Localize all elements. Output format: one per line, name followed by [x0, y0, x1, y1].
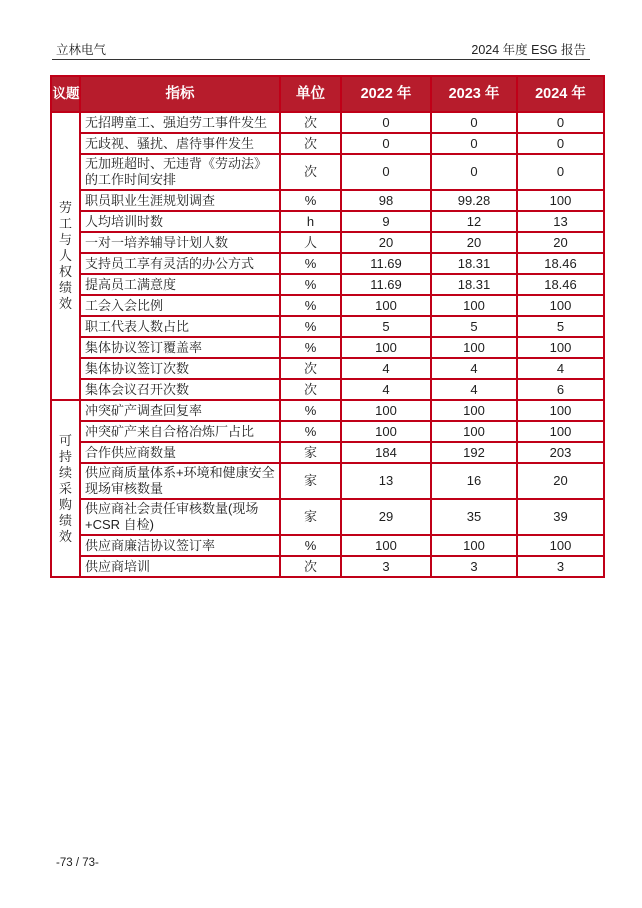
topic-label: 劳工与人权绩效 [58, 200, 72, 311]
indicator-cell: 人均培训时数 [80, 211, 280, 232]
header-unit: 单位 [280, 76, 341, 112]
table-row [51, 499, 604, 535]
value-2022-cell: 9 [341, 211, 431, 232]
header-indicator: 指标 [80, 76, 280, 112]
value-2023-cell: 0 [431, 133, 517, 154]
table-row [51, 379, 604, 400]
unit-cell: % [280, 253, 341, 274]
unit-cell: 人 [280, 232, 341, 253]
unit-cell: h [280, 211, 341, 232]
header-divider [52, 59, 590, 60]
unit-cell: 家 [280, 499, 341, 535]
indicator-cell: 供应商培训 [80, 556, 280, 577]
value-2024-cell: 100 [517, 421, 604, 442]
unit-cell: % [280, 316, 341, 337]
value-2024-cell: 100 [517, 535, 604, 556]
value-2024-cell: 4 [517, 358, 604, 379]
value-2024-cell: 5 [517, 316, 604, 337]
value-2022-cell: 100 [341, 400, 431, 421]
indicator-cell: 支持员工享有灵活的办公方式 [80, 253, 280, 274]
value-2023-cell: 99.28 [431, 190, 517, 211]
topic-label: 可持续采购绩效 [58, 432, 72, 544]
header-2024: 2024 年 [517, 76, 604, 112]
value-2023-cell: 100 [431, 295, 517, 316]
header-2022: 2022 年 [341, 76, 431, 112]
indicator-cell: 无歧视、骚扰、虐待事件发生 [80, 133, 280, 154]
value-2023-cell: 4 [431, 358, 517, 379]
table-row [51, 535, 604, 556]
table-row [51, 400, 604, 421]
indicator-cell: 提高员工满意度 [80, 274, 280, 295]
header-topic-label: 议题 [52, 86, 80, 101]
value-2022-cell: 0 [341, 133, 431, 154]
value-2022-cell: 98 [341, 190, 431, 211]
value-2023-cell: 100 [431, 337, 517, 358]
table-row [51, 274, 604, 295]
unit-cell: % [280, 421, 341, 442]
indicator-cell: 无招聘童工、强迫劳工事件发生 [80, 112, 280, 133]
value-2022-cell: 20 [341, 232, 431, 253]
table-row [51, 133, 604, 154]
unit-cell: % [280, 190, 341, 211]
table-row [51, 190, 604, 211]
value-2024-cell: 0 [517, 133, 604, 154]
value-2024-cell: 0 [517, 112, 604, 133]
table-row [51, 211, 604, 232]
topic-cell [51, 400, 80, 577]
unit-cell: 家 [280, 463, 341, 499]
value-2022-cell: 184 [341, 442, 431, 463]
value-2024-cell: 20 [517, 463, 604, 499]
value-2022-cell: 100 [341, 535, 431, 556]
value-2022-cell: 29 [341, 499, 431, 535]
value-2022-cell: 11.69 [341, 253, 431, 274]
value-2022-cell: 100 [341, 337, 431, 358]
indicator-cell: 供应商社会责任审核数量(现场+CSR 自检) [80, 499, 280, 535]
unit-cell: 次 [280, 133, 341, 154]
unit-cell: 次 [280, 112, 341, 133]
value-2022-cell: 0 [341, 112, 431, 133]
table-row [51, 421, 604, 442]
unit-cell: % [280, 400, 341, 421]
indicator-cell: 工会入会比例 [80, 295, 280, 316]
value-2023-cell: 100 [431, 400, 517, 421]
value-2023-cell: 192 [431, 442, 517, 463]
indicator-cell: 供应商质量体系+环境和健康安全现场审核数量 [80, 463, 280, 499]
value-2023-cell: 35 [431, 499, 517, 535]
unit-cell: % [280, 295, 341, 316]
value-2022-cell: 3 [341, 556, 431, 577]
indicator-cell: 集体协议签订覆盖率 [80, 337, 280, 358]
unit-cell: 次 [280, 358, 341, 379]
unit-cell: 次 [280, 154, 341, 190]
unit-cell: % [280, 337, 341, 358]
indicator-cell: 职工代表人数占比 [80, 316, 280, 337]
indicator-cell: 合作供应商数量 [80, 442, 280, 463]
indicator-cell: 冲突矿产调查回复率 [80, 400, 280, 421]
table-header-row [51, 76, 604, 112]
esg-performance-table [50, 75, 605, 578]
header-2023: 2023 年 [431, 76, 517, 112]
value-2024-cell: 100 [517, 400, 604, 421]
unit-cell: % [280, 535, 341, 556]
value-2024-cell: 100 [517, 295, 604, 316]
value-2023-cell: 5 [431, 316, 517, 337]
value-2024-cell: 18.46 [517, 253, 604, 274]
topic-cell [51, 112, 80, 400]
value-2024-cell: 100 [517, 190, 604, 211]
indicator-cell: 职员职业生涯规划调查 [80, 190, 280, 211]
unit-cell: % [280, 274, 341, 295]
value-2022-cell: 100 [341, 295, 431, 316]
value-2023-cell: 12 [431, 211, 517, 232]
value-2024-cell: 39 [517, 499, 604, 535]
value-2023-cell: 100 [431, 535, 517, 556]
indicator-cell: 供应商廉洁协议签订率 [80, 535, 280, 556]
value-2023-cell: 100 [431, 421, 517, 442]
value-2022-cell: 0 [341, 154, 431, 190]
table-row [51, 358, 604, 379]
value-2023-cell: 0 [431, 154, 517, 190]
value-2022-cell: 4 [341, 379, 431, 400]
header-topic [51, 76, 80, 112]
indicator-cell: 集体会议召开次数 [80, 379, 280, 400]
value-2024-cell: 18.46 [517, 274, 604, 295]
table-row [51, 316, 604, 337]
indicator-cell: 集体协议签订次数 [80, 358, 280, 379]
table-row [51, 253, 604, 274]
unit-cell: 家 [280, 442, 341, 463]
value-2023-cell: 18.31 [431, 274, 517, 295]
unit-cell: 次 [280, 556, 341, 577]
report-title: 2024 年度 ESG 报告 [471, 43, 586, 57]
table-row [51, 232, 604, 253]
table-row [51, 337, 604, 358]
table-row [51, 463, 604, 499]
value-2022-cell: 11.69 [341, 274, 431, 295]
value-2024-cell: 0 [517, 154, 604, 190]
unit-cell: 次 [280, 379, 341, 400]
table-row [51, 556, 604, 577]
value-2022-cell: 4 [341, 358, 431, 379]
indicator-cell: 冲突矿产来自合格冶炼厂占比 [80, 421, 280, 442]
value-2022-cell: 5 [341, 316, 431, 337]
page-number: -73 / 73- [56, 857, 99, 869]
table-row [51, 442, 604, 463]
table-row [51, 154, 604, 190]
table-row [51, 112, 604, 133]
value-2024-cell: 100 [517, 337, 604, 358]
indicator-cell: 一对一培养辅导计划人数 [80, 232, 280, 253]
value-2023-cell: 4 [431, 379, 517, 400]
value-2023-cell: 0 [431, 112, 517, 133]
value-2024-cell: 20 [517, 232, 604, 253]
value-2024-cell: 13 [517, 211, 604, 232]
value-2024-cell: 203 [517, 442, 604, 463]
value-2024-cell: 3 [517, 556, 604, 577]
value-2022-cell: 100 [341, 421, 431, 442]
value-2023-cell: 20 [431, 232, 517, 253]
value-2024-cell: 6 [517, 379, 604, 400]
value-2023-cell: 18.31 [431, 253, 517, 274]
table-row [51, 295, 604, 316]
value-2023-cell: 16 [431, 463, 517, 499]
indicator-cell: 无加班超时、无违背《劳动法》的工作时间安排 [80, 154, 280, 190]
value-2023-cell: 3 [431, 556, 517, 577]
value-2022-cell: 13 [341, 463, 431, 499]
company-name: 立林电气 [56, 43, 107, 57]
